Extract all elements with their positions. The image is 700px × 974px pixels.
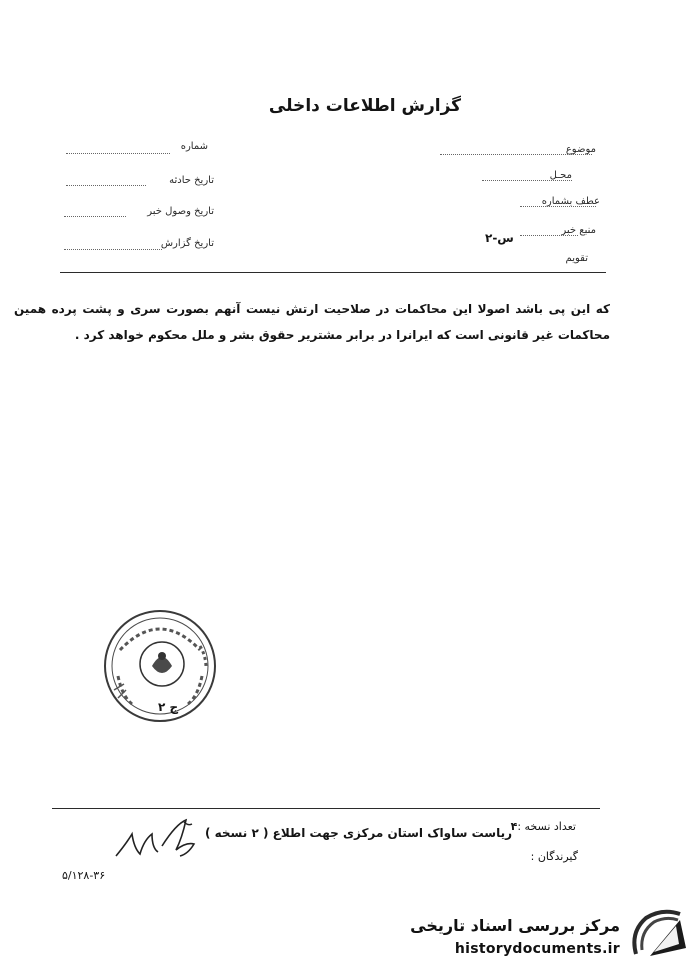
- field-number-label: شماره: [180, 141, 208, 152]
- watermark-en: historydocuments.ir: [454, 941, 620, 957]
- field-place-dots: [482, 180, 572, 181]
- document-title: گزارش اطلاعات داخلی: [268, 96, 462, 116]
- field-report-date-dots: [64, 249, 162, 250]
- footer-divider: [52, 808, 600, 809]
- field-reference-label: عطف بشماره: [541, 196, 600, 207]
- field-incident-date-label: تاریخ حادثه: [169, 175, 214, 186]
- signature: [108, 812, 208, 872]
- field-subject-label: موضوع: [565, 144, 596, 155]
- field-receipt-date-dots: [64, 216, 126, 217]
- copies-count: ۴: [510, 820, 518, 833]
- field-subject-dots: [440, 154, 592, 155]
- field-incident-date-dots: [66, 185, 146, 186]
- recipient-line: ریاست ساواک استان مرکزی جهت اطلاع ( ۲ نسخه ): [204, 826, 512, 840]
- reference-number: ۵/۱۲۸-۳۶: [62, 869, 106, 882]
- header-divider: [60, 272, 606, 273]
- field-reference-dots: [520, 206, 596, 207]
- archive-logo-icon: [628, 908, 690, 964]
- field-receipt-date-label: تاریخ وصول خبر: [147, 206, 214, 217]
- field-source-label: منبع خبر: [561, 225, 596, 236]
- field-place-label: محـل: [549, 170, 572, 181]
- watermark-fa: مرکز بررسی اسناد تاریخی: [410, 916, 620, 935]
- field-calendar-label: تقویم: [565, 253, 588, 264]
- copies-label: تعداد نسخه :۴: [510, 820, 576, 833]
- report-body: که این پی باشد اصولا این محاکمات در صلاحیت ارتش نیست آنهم بصورت سری و پشت پرده همین محاکمات غیر قانونی است که ایرانرا در برابر مشتریر حقوق بشر و ملل محکوم خواهد کرد .: [14, 302, 610, 342]
- field-number-dots: [66, 153, 170, 154]
- stamp-note: ج ۲: [158, 700, 179, 714]
- field-source-dots: [520, 235, 578, 236]
- recipients-label: گیرندگان :: [530, 850, 578, 863]
- field-source-value: س-۲: [485, 231, 514, 245]
- field-report-date-label: تاریخ گزارش: [160, 238, 214, 249]
